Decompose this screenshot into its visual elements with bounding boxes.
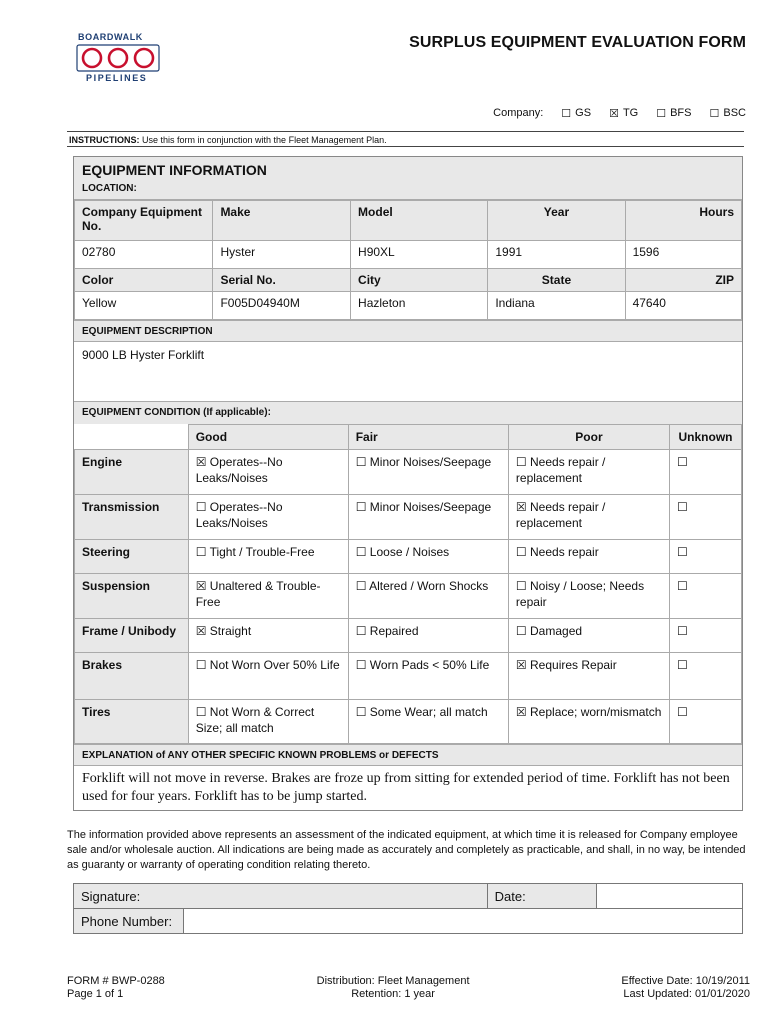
option-unknown[interactable]: ☐ — [670, 700, 742, 744]
option-fair[interactable]: ☐ Repaired — [348, 619, 508, 653]
option-poor[interactable]: ☒ Requires Repair — [508, 653, 669, 700]
signature-label: Signature: — [81, 888, 141, 904]
option-poor[interactable]: ☐ Noisy / Loose; Needs repair — [508, 574, 669, 619]
company-option-label: BFS — [670, 107, 692, 119]
condition-row-tires — [75, 700, 742, 744]
hours-field[interactable]: 1596 — [625, 241, 741, 269]
option-fair[interactable]: ☐ Worn Pads < 50% Life — [348, 653, 508, 700]
company-label: Company: — [493, 107, 544, 119]
city-field[interactable]: Hazleton — [351, 292, 488, 320]
equipment-no-field[interactable]: 02780 — [75, 241, 213, 269]
option-unknown[interactable]: ☐ — [670, 619, 742, 653]
condition-label: EQUIPMENT CONDITION (If applicable): — [74, 402, 742, 424]
option-fair[interactable]: ☐ Loose / Noises — [348, 540, 508, 574]
header-color: Color — [75, 269, 213, 292]
row-label: Steering — [75, 540, 189, 574]
option-fair[interactable]: ☐ Minor Noises/Seepage — [348, 450, 508, 495]
date-label: Date: — [487, 884, 596, 909]
header-good: Good — [188, 425, 348, 450]
condition-row-frame — [75, 619, 742, 653]
equipment-info-title: EQUIPMENT INFORMATION — [82, 162, 267, 178]
company-option-box[interactable]: ☒ — [609, 108, 619, 120]
option-poor[interactable]: ☐ Needs repair / replacement — [508, 450, 669, 495]
company-option-box[interactable]: ☐ — [709, 108, 720, 120]
company-option-label: GS — [575, 107, 592, 119]
row-label: Tires — [75, 700, 189, 744]
distribution-text: Distribution: Fleet Management — [316, 975, 470, 987]
row-label: Engine — [75, 450, 189, 495]
make-field[interactable]: Hyster — [213, 241, 351, 269]
header-zip: ZIP — [625, 269, 741, 292]
last-updated: Last Updated: 01/01/2020 — [623, 988, 750, 1000]
header-equipment-no: Company Equipment No. — [75, 201, 213, 241]
zip-field[interactable]: 47640 — [625, 292, 741, 320]
option-unknown[interactable]: ☐ — [670, 653, 742, 700]
header-year: Year — [488, 201, 625, 241]
option-poor[interactable]: ☐ Needs repair — [508, 540, 669, 574]
logo-top-text: BOARDWALK — [78, 32, 143, 42]
option-good[interactable]: ☒ Unaltered & Trouble-Free — [188, 574, 348, 619]
serial-field[interactable]: F005D04940M — [213, 292, 351, 320]
header-hours: Hours — [625, 201, 741, 241]
instructions-bar — [67, 131, 744, 147]
option-poor[interactable]: ☒ Replace; worn/mismatch — [508, 700, 669, 744]
option-unknown[interactable]: ☐ — [670, 540, 742, 574]
option-unknown[interactable]: ☐ — [670, 450, 742, 495]
footer-left — [67, 975, 165, 1001]
footer — [67, 975, 750, 1001]
disclaimer-text: The information provided above represents an assessment of the indicated equipment, at which time it is released for Company employee sale and/or wholesale auction. All indications are being made as accurately and completely as practicable, and shall, in no way, be intended as guaranty or warranty of operating condition relating thereto. — [67, 829, 746, 871]
condition-corner — [75, 425, 189, 450]
signature-field[interactable] — [74, 884, 488, 909]
page-number: Page 1 of 1 — [67, 988, 124, 1000]
date-field[interactable] — [596, 884, 742, 909]
option-fair[interactable]: ☐ Some Wear; all match — [348, 700, 508, 744]
company-option-gs[interactable] — [561, 107, 591, 120]
option-unknown[interactable]: ☐ — [670, 574, 742, 619]
company-logo — [74, 30, 164, 86]
state-field[interactable]: Indiana — [488, 292, 625, 320]
header-city: City — [351, 269, 488, 292]
header-poor: Poor — [508, 425, 669, 450]
company-option-bfs[interactable] — [656, 107, 691, 120]
instructions-label: INSTRUCTIONS: — [69, 135, 140, 145]
option-good[interactable]: ☐ Tight / Trouble-Free — [188, 540, 348, 574]
option-fair[interactable]: ☐ Altered / Worn Shocks — [348, 574, 508, 619]
option-poor[interactable]: ☐ Damaged — [508, 619, 669, 653]
condition-table — [74, 424, 742, 744]
footer-center — [317, 975, 470, 1001]
company-option-box[interactable]: ☐ — [656, 108, 667, 120]
logo-bottom-text: PIPELINES — [86, 73, 148, 83]
row-label: Brakes — [75, 653, 189, 700]
header-model: Model — [351, 201, 488, 241]
condition-row-engine — [75, 450, 742, 495]
option-fair[interactable]: ☐ Minor Noises/Seepage — [348, 495, 508, 540]
explanation-label: EXPLANATION of ANY OTHER SPECIFIC KNOWN PROBLEMS or DEFECTS — [74, 744, 742, 766]
row-label: Frame / Unibody — [75, 619, 189, 653]
option-good[interactable]: ☐ Not Worn Over 50% Life — [188, 653, 348, 700]
option-good[interactable]: ☐ Operates--No Leaks/Noises — [188, 495, 348, 540]
form-number: FORM # BWP-0288 — [67, 975, 165, 987]
logo-rings-icon — [76, 44, 160, 72]
company-option-bsc[interactable] — [710, 107, 747, 120]
year-field[interactable]: 1991 — [488, 241, 625, 269]
color-field[interactable]: Yellow — [75, 292, 213, 320]
location-label: LOCATION: — [82, 183, 137, 194]
option-good[interactable]: ☒ Straight — [188, 619, 348, 653]
model-field[interactable]: H90XL — [351, 241, 488, 269]
description-field[interactable]: 9000 LB Hyster Forklift — [74, 342, 742, 402]
header-unknown: Unknown — [670, 425, 742, 450]
condition-row-brakes — [75, 653, 742, 700]
form-title: SURPLUS EQUIPMENT EVALUATION FORM — [409, 34, 746, 51]
signature-table — [73, 883, 743, 934]
company-option-box[interactable]: ☐ — [561, 108, 572, 120]
row-label: Transmission — [75, 495, 189, 540]
condition-row-suspension — [75, 574, 742, 619]
condition-row-steering — [75, 540, 742, 574]
row-label: Suspension — [75, 574, 189, 619]
description-label: EQUIPMENT DESCRIPTION — [74, 320, 742, 342]
effective-date: Effective Date: 10/19/2011 — [621, 975, 750, 987]
company-option-label: BSC — [723, 107, 746, 119]
instructions-text: Use this form in conjunction with the Fleet Management Plan. — [139, 135, 387, 145]
header-make: Make — [213, 201, 351, 241]
equipment-info-header — [74, 157, 742, 200]
option-unknown[interactable]: ☐ — [670, 495, 742, 540]
header-serial: Serial No. — [213, 269, 351, 292]
equipment-info-table — [74, 200, 742, 320]
phone-field[interactable] — [184, 909, 743, 934]
company-option-tg[interactable] — [609, 107, 638, 120]
equipment-form — [73, 156, 743, 811]
condition-row-transmission — [75, 495, 742, 540]
header-state: State — [488, 269, 625, 292]
phone-label: Phone Number: — [74, 909, 184, 934]
option-poor[interactable]: ☒ Needs repair / replacement — [508, 495, 669, 540]
company-option-label: TG — [622, 107, 639, 119]
retention-text: Retention: 1 year — [351, 988, 435, 1000]
header-fair: Fair — [348, 425, 508, 450]
company-selector — [493, 107, 746, 120]
footer-right — [621, 975, 750, 1001]
explanation-field[interactable]: Forklift will not move in reverse. Brakes are froze up from sitting for extended period of time. Forklift has not been used for four years. Forklift has to be jump started. — [82, 771, 730, 804]
option-good[interactable]: ☒ Operates--No Leaks/Noises — [188, 450, 348, 495]
option-good[interactable]: ☐ Not Worn & Correct Size; all match — [188, 700, 348, 744]
